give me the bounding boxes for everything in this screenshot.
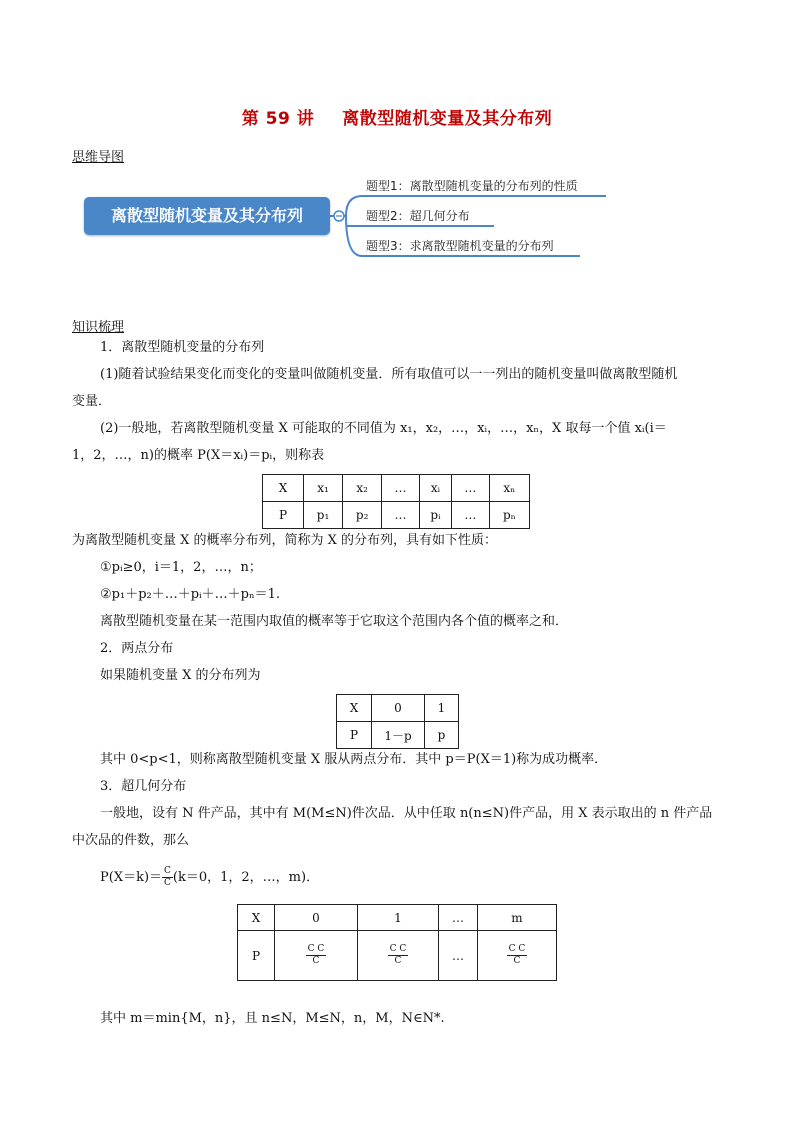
table-cell: xᵢ — [419, 475, 451, 502]
section-2-title: 2．两点分布 — [100, 641, 174, 656]
table-cell: 0 — [275, 905, 358, 931]
table-cell: pᵢ — [419, 502, 451, 529]
table-cell: … — [439, 931, 478, 981]
fraction-denominator: C — [312, 956, 320, 966]
formula-denominator: C — [164, 878, 171, 888]
paragraph: 中次品的件数，那么 — [72, 833, 190, 848]
table-cell: X — [263, 475, 304, 502]
table-cell: 1－p — [372, 722, 425, 749]
paragraph: (2)一般地，若离散型随机变量 X 可能取的不同值为 x₁，x₂，…，xᵢ，…，xₙ，X 取每一个值 xᵢ(i＝ — [100, 421, 667, 436]
fraction-numerator: C C — [508, 944, 526, 954]
fraction-numerator: C C — [307, 944, 325, 954]
paragraph: 其中 m＝min{M，n}，且 n≤N，M≤N，n，M，N∈N*. — [100, 1011, 445, 1026]
table-cell: p₁ — [304, 502, 343, 529]
table-cell: p — [425, 722, 459, 749]
mindmap-root: 离散型随机变量及其分布列 — [84, 197, 330, 235]
table-cell — [275, 931, 358, 981]
mindmap-branch-2: 题型2：超几何分布 — [366, 209, 470, 223]
table-cell: … — [452, 475, 490, 502]
paragraph: 离散型随机变量在某一范围内取值的概率等于它取这个范围内各个值的概率之和． — [100, 614, 569, 629]
paragraph: (1)随着试验结果变化而变化的变量叫做随机变量．所有取值可以一一列出的随机变量叫做离散型随机 — [100, 367, 678, 382]
two-point-table — [336, 694, 459, 749]
table-cell: P — [263, 502, 304, 529]
table-cell: 1 — [358, 905, 439, 931]
hypergeometric-table — [237, 904, 557, 981]
hypergeometric-formula — [100, 864, 319, 892]
section-3-title: 3．超几何分布 — [100, 779, 187, 794]
mindmap-branch-3: 题型3：求离散型随机变量的分布列 — [366, 239, 554, 253]
formula-lhs: P(X＝k)＝ — [100, 870, 163, 885]
paragraph: 为离散型随机变量 X 的概率分布列，简称为 X 的分布列，具有如下性质： — [72, 533, 498, 548]
distribution-table — [262, 474, 530, 529]
table-cell: m — [478, 905, 557, 931]
property-2: ②p₁＋p₂＋…＋pᵢ＋…＋pₙ＝1. — [100, 587, 281, 602]
table-cell: P — [337, 722, 372, 749]
mindmap-heading: 思维导图 — [72, 150, 125, 165]
table-cell — [478, 931, 557, 981]
property-1: ①pᵢ≥0，i＝1，2，…，n； — [100, 560, 262, 575]
lecture-number: 第 59 讲 — [241, 109, 315, 129]
table-cell: 0 — [372, 695, 425, 722]
table-cell: … — [382, 502, 420, 529]
section-1-title: 1．离散型随机变量的分布列 — [100, 340, 265, 355]
lecture-topic: 离散型随机变量及其分布列 — [342, 109, 553, 129]
paragraph: 1，2，…，n)的概率 P(X＝xᵢ)＝pᵢ，则称表 — [72, 448, 325, 463]
knowledge-heading: 知识梳理 — [72, 320, 125, 335]
table-cell: 1 — [425, 695, 459, 722]
formula-rhs: (k＝0，1，2，…，m)． — [172, 870, 320, 885]
table-cell: X — [238, 905, 275, 931]
table-cell: pₙ — [489, 502, 529, 529]
paragraph: 变量． — [72, 394, 112, 409]
table-cell: xₙ — [489, 475, 529, 502]
table-cell: P — [238, 931, 275, 981]
table-cell: x₂ — [343, 475, 382, 502]
formula-numerator: C — [164, 866, 171, 876]
mindmap-connectors — [0, 0, 794, 300]
table-cell: … — [439, 905, 478, 931]
table-cell: … — [382, 475, 420, 502]
fraction-denominator: C — [394, 956, 402, 966]
table-cell: … — [452, 502, 490, 529]
fraction-numerator: C C — [389, 944, 407, 954]
fraction-denominator: C — [513, 956, 521, 966]
table-cell — [358, 931, 439, 981]
table-cell: X — [337, 695, 372, 722]
paragraph: 如果随机变量 X 的分布列为 — [100, 668, 261, 683]
paragraph: 其中 0<p<1，则称离散型随机变量 X 服从两点分布．其中 p＝P(X＝1)称为成功概率． — [100, 752, 608, 767]
mindmap-branch-1: 题型1：离散型随机变量的分布列的性质 — [366, 179, 578, 193]
table-cell: p₂ — [343, 502, 382, 529]
table-cell: x₁ — [304, 475, 343, 502]
paragraph: 一般地，设有 N 件产品，其中有 M(M≤N)件次品．从中任取 n(n≤N)件产品，用 X 表示取出的 n 件产品 — [100, 806, 713, 821]
